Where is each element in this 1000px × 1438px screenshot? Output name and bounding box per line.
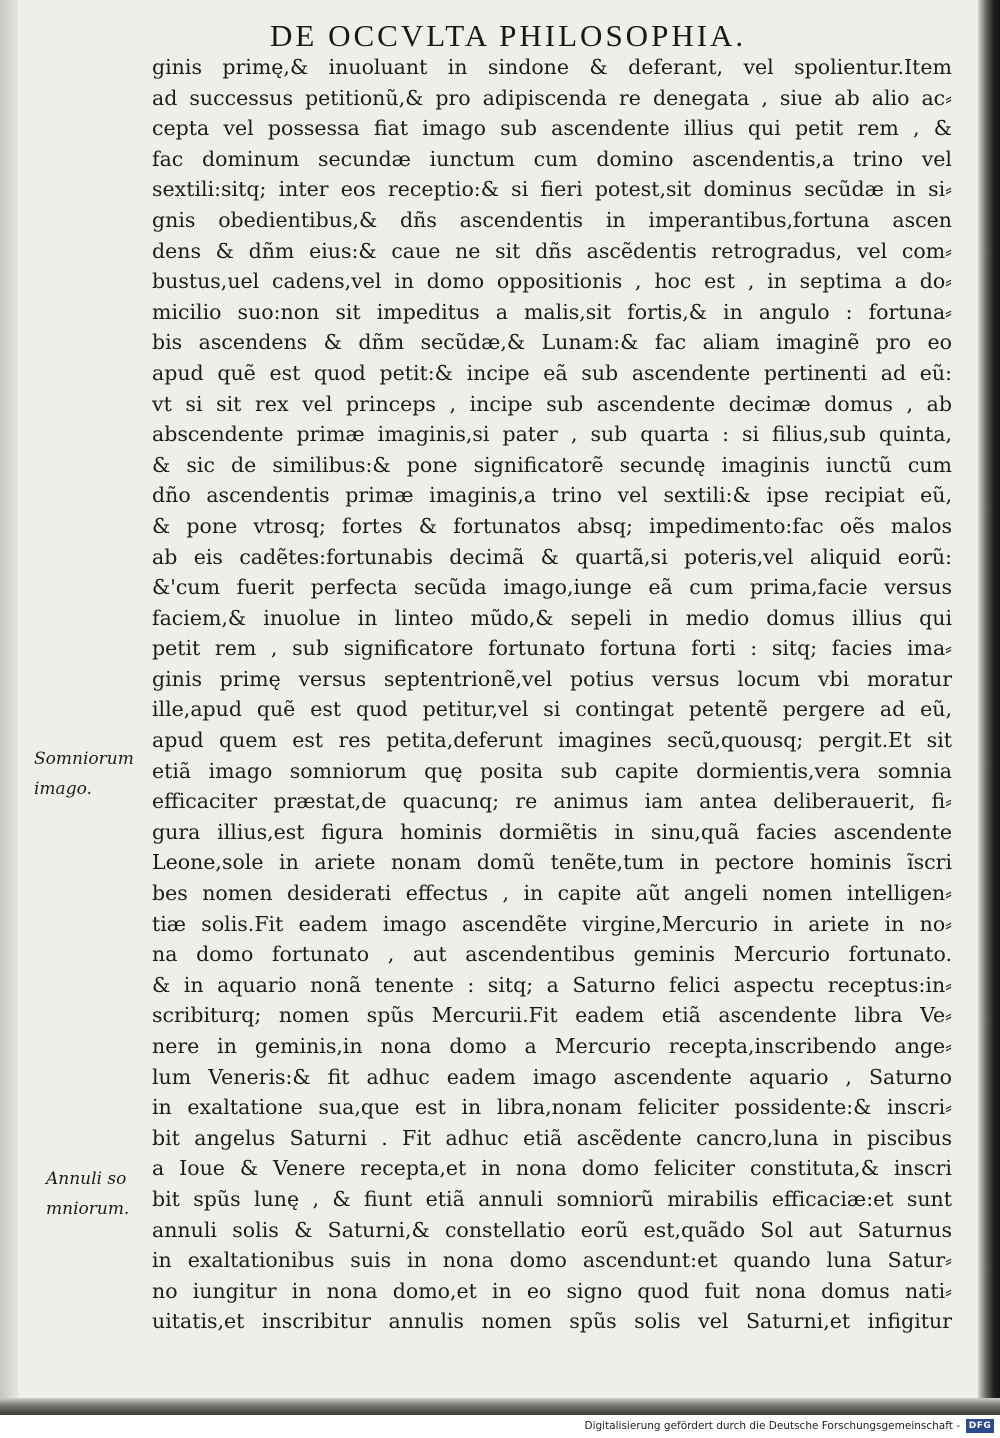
text-line: dño ascendentis primæ imaginis,a trino vel sextili:& ipse recipiat eũ, [152,483,952,508]
text-line: petit rem , sub significatore fortunato fortuna forti : sitq; facies ima⸗ [152,636,952,661]
text-line: efficaciter præstat,de quacunq; re animus iam antea deliberauerit, fi⸗ [152,789,952,814]
text-line: & sic de similibus:& pone significatorẽ secundę imaginis iunctũ cum [152,452,952,477]
text-line: sextili:sitq; inter eos receptio:& si fieri potest,sit dominus secũdæ in si⸗ [152,177,952,202]
text-line: vt si sit rex vel princeps , incipe sub ascendente decimæ domus , ab [152,391,952,416]
page-edge-shadow-bottom [0,1398,1000,1415]
margin-note-line: Somniorum [34,749,134,769]
text-line: in exaltationibus suis in nona domo ascendunt:et quando luna Satur⸗ [152,1248,952,1273]
text-line: na domo fortunato , aut ascendentibus geminis Mercurio fortunato. [152,942,952,967]
text-line: nere in geminis,in nona domo a Mercurio recepta,inscribendo ange⸗ [152,1034,952,1058]
text-line: fac dominum secundæ iunctum cum domino ascendentis,a trino vel [152,146,952,171]
text-line: bit spũs lunę , & fiunt etiã annuli somniorũ mirabilis efficaciæ:et sunt [152,1186,952,1211]
text-line: scribiturq; nomen spũs Mercurii.Fit eadem etiã ascendente libra Ve⸗ [152,1003,952,1028]
text-line: gura illius,est figura hominis dormiẽtis in sinu,quã facies ascendente [152,819,952,844]
text-line: cepta vel possessa fiat imago sub ascendente illius qui petit rem , & [152,116,952,141]
text-line: a Ioue & Venere recepta,et in nona domo feliciter constituta,& inscri [152,1156,952,1181]
text-line: abscendente primæ imaginis,si pater , sub quarta : si filius,sub quinta, [152,422,952,447]
text-line: &'cum fuerit perfecta secũda imago,iunge eã cum prima,facie versus [152,575,952,600]
text-line: dens & dñm eius:& caue ne sit dñs ascẽdentis retrogradus, vel com⸗ [152,238,952,263]
text-line: in exaltatione sua,que est in libra,nonam feliciter possidente:& inscri⸗ [152,1095,952,1120]
text-line: ginis primę versus septentrionẽ,vel potius versus locum vbi moratur [152,666,952,691]
margin-note-line: Annuli so [46,1169,127,1189]
text-line: Leone,sole in ariete nonam domũ tenẽte,tum in pectore hominis ĩscri [152,850,952,875]
text-line: lum Veneris:& fit adhuc eadem imago ascendente aquario , Saturno [152,1064,952,1089]
body-text [152,52,952,1337]
text-line: no iungitur in nona domo,et in eo signo quod fuit nona domus nati⸗ [152,1278,952,1303]
text-line: gnis obedientibus,& dñs ascendentis in imperantibus,fortuna ascen [152,207,952,232]
footer-credit: Digitalisierung gefördert durch die Deutsche Forschungsgemeinschaft - [584,1420,960,1432]
text-line: ille,apud quẽ est quod petitur,vel si contingat petentẽ pergere ad eũ, [152,697,952,722]
text-line: apud quẽ est quod petit:& incipe eã sub ascendente pertinenti ad eũ: [152,360,952,385]
text-line: tiæ solis.Fit eadem imago ascendẽte virgine,Mercurio in ariete in no⸗ [152,911,952,936]
text-line: ad successus petitionũ,& pro adipiscenda re denegata , siue ab alio ac⸗ [152,85,952,110]
digitization-footer [0,1415,1000,1438]
page-edge-shadow-right [978,0,1000,1415]
text-line: & pone vtrosq; fortes & fortunatos absq; impedimento:fac oẽs malos [152,513,952,538]
text-line: bis ascendens & dñm secũdæ,& Lunam:& fac aliam imaginẽ pro eo [152,330,952,355]
dfg-logo-icon: DFG [966,1419,994,1433]
running-head: DE OCCVLTA PHILOSOPHIA. [270,18,747,53]
text-line: annuli solis & Saturni,& constellatio eorũ est,quãdo Sol aut Saturnus [152,1217,952,1242]
margin-note-somniorum-imago [34,744,134,804]
text-line: ginis primę,& inuoluant in sindone & deferant, vel spolientur.Item [152,55,952,79]
text-line: apud quem est res petita,deferunt imagines secũ,quousq; pergit.Et sit [152,728,952,753]
text-line: uitatis,et inscribitur annulis nomen spũs solis vel Saturni,et infigitur [152,1309,952,1334]
text-line: & in aquario nonã tenente : sitq; a Saturno felici aspectu receptus:in⸗ [152,972,952,997]
gutter-shadow [0,0,18,1398]
text-line: micilio suo:non sit impeditus a malis,sit fortis,& in angulo : fortuna⸗ [152,299,952,324]
margin-note-annuli-somniorum [46,1164,129,1224]
text-line: bes nomen desiderati effectus , in capite aũt angeli nomen intelligen⸗ [152,881,952,906]
text-line: bustus,uel cadens,vel in domo oppositionis , hoc est , in septima a do⸗ [152,269,952,294]
text-line: ab eis cadẽtes:fortunabis decimã & quartã,si poteris,vel aliquid eorũ: [152,544,952,569]
text-line: faciem,& inuolue in linteo mũdo,& sepeli in medio domus illius qui [152,605,952,630]
margin-note-line: imago. [34,779,92,799]
text-line: etiã imago somniorum quę posita sub capite dormientis,vera somnia [152,758,952,783]
text-line: bit angelus Saturni . Fit adhuc etiã ascẽdente cancro,luna in piscibus [152,1125,952,1150]
margin-note-line: mniorum. [46,1199,130,1219]
